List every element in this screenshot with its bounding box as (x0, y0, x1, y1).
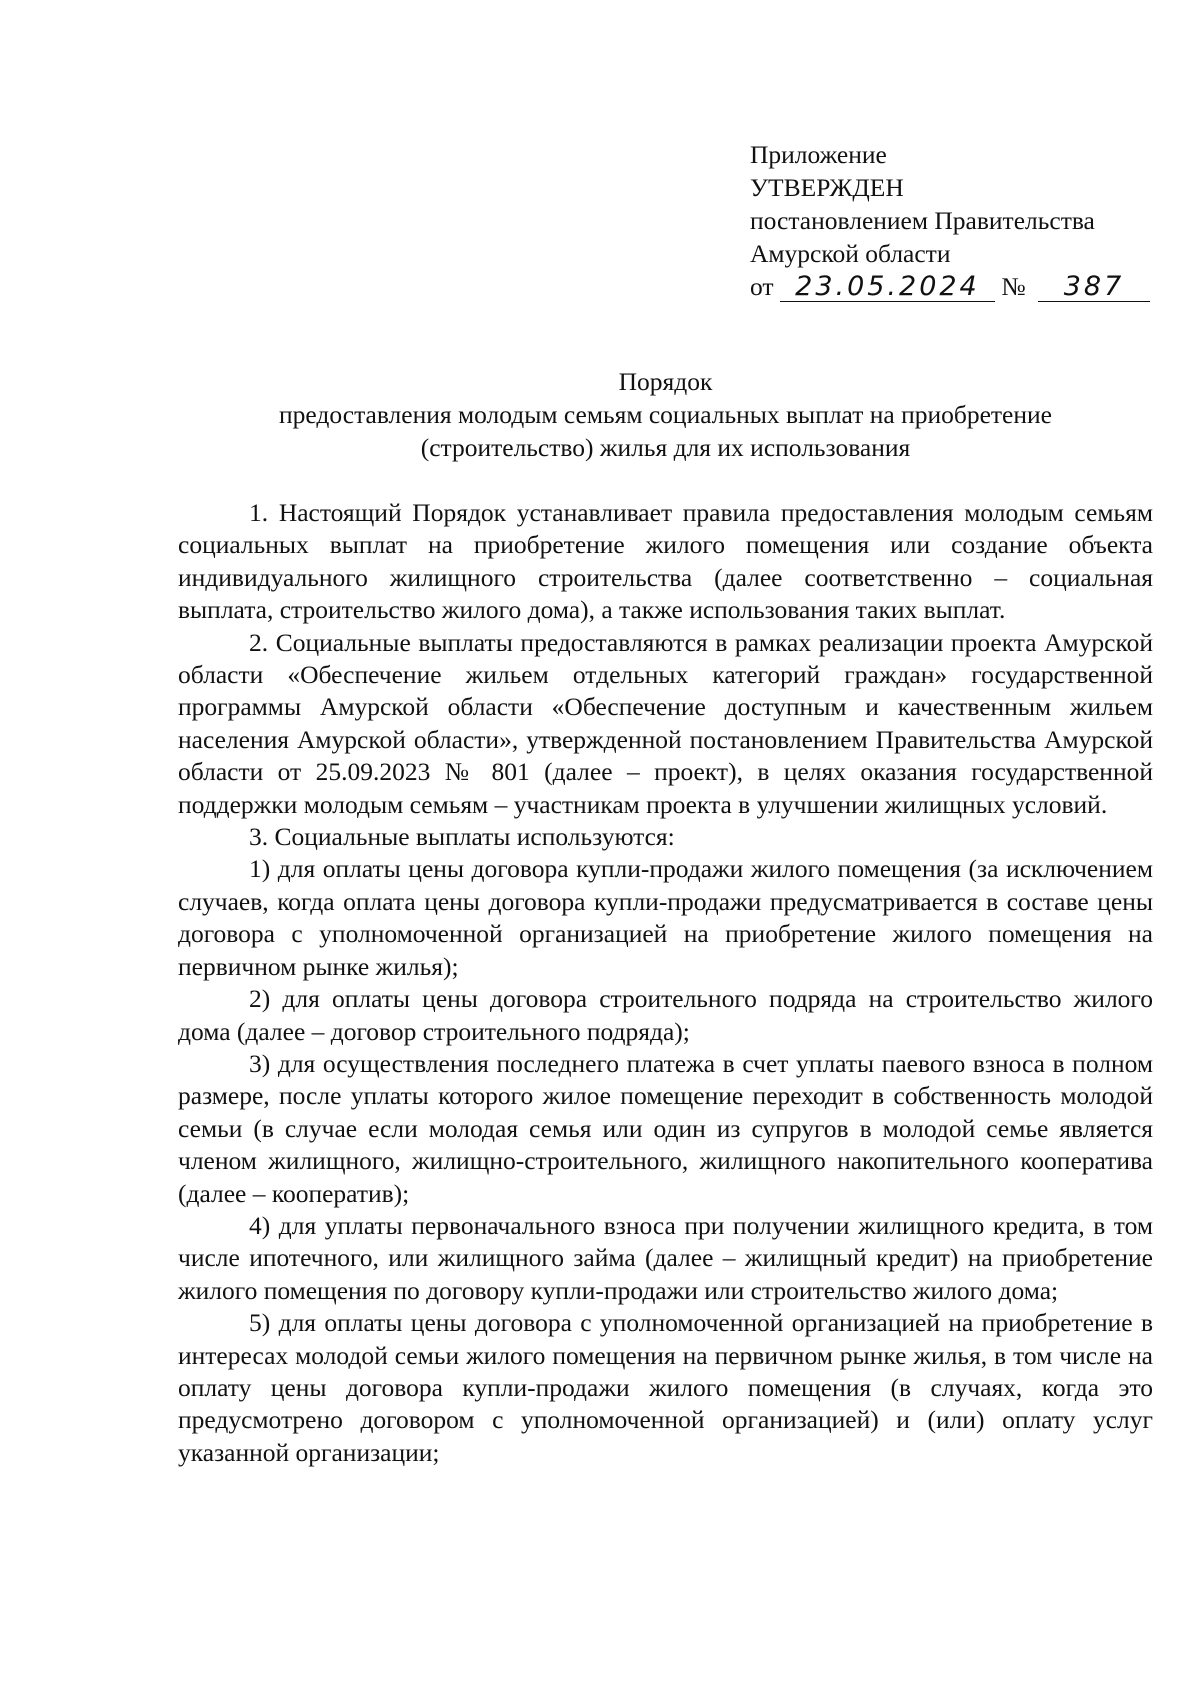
appendix-label: Приложение (750, 140, 887, 169)
document-title (178, 365, 1153, 464)
title-line-1: Порядок (618, 367, 713, 396)
handwritten-date: 23.05.2024 (780, 273, 995, 302)
date-number-line (750, 270, 1150, 303)
paragraph-1: 1. Настоящий Порядок устанавливает правила предоставления молодым семьям социальных выплат на приобретение жилого помещения или создание объекта индивидуального жилищного строительства (далее соответственно – социальная выплата, строительство жилого дома), а также использования таких выплат. (178, 498, 1153, 625)
handwritten-number: 387 (1038, 273, 1150, 302)
paragraph-2: 2. Социальные выплаты предоставляются в рамках реализации проекта Амурской области «Обеспечение жильем отдельных категорий граждан» государственной программы Амурской области «Обеспечение доступным и качественным жильем населения Амурской области», утвержденной постановлением Правительства Амурской области от 25.09.2023 № 801 (далее – проект), в целях оказания государственной поддержки молодым семьям – участникам проекта в улучшении жилищных условий. (178, 627, 1153, 819)
list-item-3: 3) для осуществления последнего платежа в счет уплаты паевого взноса в полном размере, после уплаты которого жилое помещение переходит в собственность молодой семьи (в случае если молодая семья или один из супругов в молодой семье является членом жилищного, жилищно-строительного, жилищного накопительного кооператива (далее – кооператив); (178, 1048, 1153, 1208)
title-line-2: предоставления молодым семьям социальных выплат на приобретение (279, 400, 1052, 429)
region-line: Амурской области (750, 239, 951, 268)
paragraph-3: 3. Социальные выплаты используются: (249, 822, 675, 852)
date-prefix: от (750, 272, 774, 301)
document-body (178, 497, 1153, 1469)
approved-by-line: постановлением Правительства (750, 206, 1095, 235)
title-line-3: (строительство) жилья для их использования (420, 433, 911, 462)
list-item-5: 5) для оплаты цены договора с уполномоченной организацией на приобретение в интересах молодой семьи жилого помещения на первичном рынке жилья, в том числе на оплату цены договора купли-продажи жилого помещения (в случаях, когда это предусмотрено договором с уполномоченной организацией) и (или) оплату услуг указанной организации; (178, 1308, 1153, 1467)
list-item-2: 2) для оплаты цены договора строительного подряда на строительство жилого дома (далее – договор строительного подряда); (178, 984, 1153, 1046)
number-prefix: № (1001, 272, 1026, 301)
approved-label: УТВЕРЖДЕН (750, 173, 904, 202)
list-item-4: 4) для уплаты первоначального взноса при получении жилищного кредита, в том числе ипотечного, или жилищного займа (далее – жилищный кредит) на приобретение жилого помещения по договору купли-продажи или строительство жилого дома; (178, 1210, 1153, 1305)
list-item-1: 1) для оплаты цены договора купли-продажи жилого помещения (за исключением случаев, когда оплата цены договора купли-продажи предусматривается в составе цены договора с уполномоченной организацией на приобретение жилого помещения на первичном рынке жилья); (178, 854, 1153, 981)
approval-block (750, 138, 1150, 303)
